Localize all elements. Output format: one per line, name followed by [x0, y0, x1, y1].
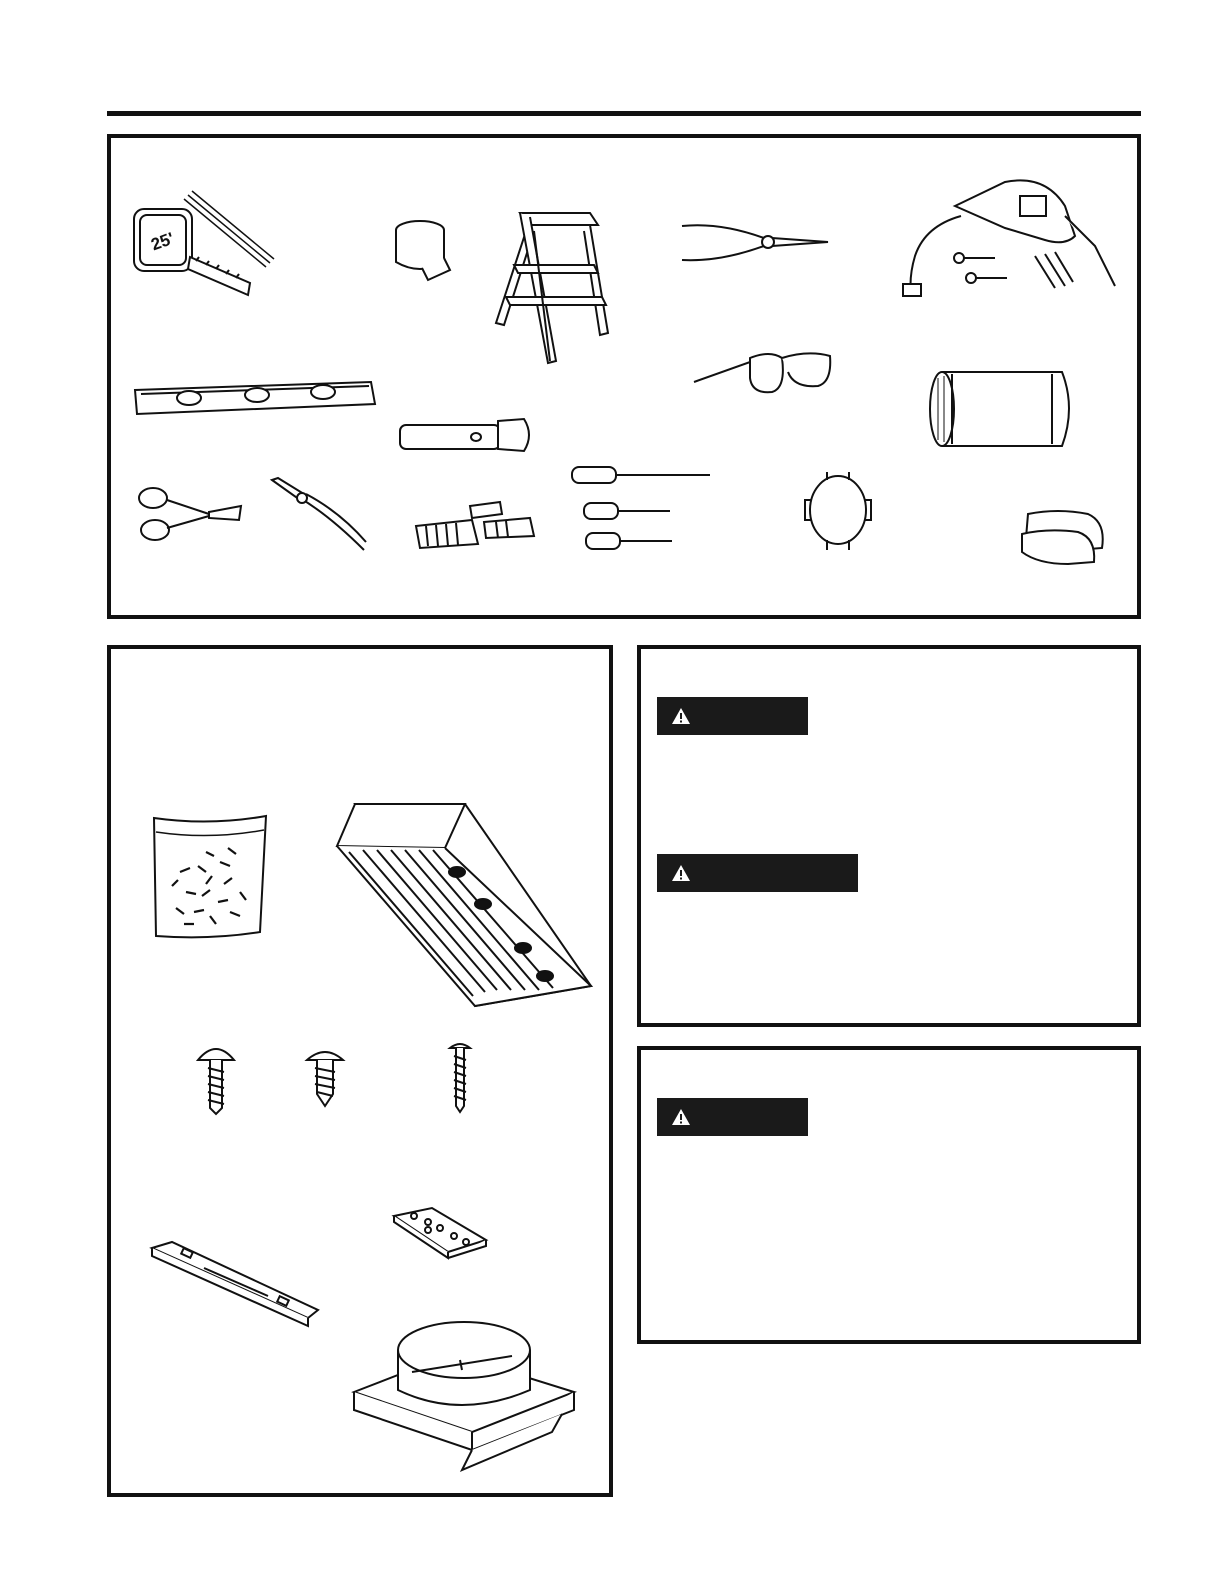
duct-tape-icon: [392, 218, 454, 282]
mounting-bracket-icon: [148, 1238, 323, 1333]
warning-badge-2: [657, 854, 858, 892]
warning-triangle-icon: [671, 1108, 691, 1126]
duct-pipe-icon: [928, 368, 1078, 450]
wire-stripper-icon: [270, 476, 370, 556]
warning-badge-3: [657, 1098, 808, 1136]
long-screw-icon: [448, 1040, 472, 1114]
hood-insert-icon: [335, 800, 595, 1010]
hardware-bag-icon: [150, 812, 270, 942]
work-gloves-icon: [1018, 508, 1110, 568]
flashlight-icon: [398, 415, 538, 455]
truss-head-screw-icon: [196, 1042, 236, 1117]
duct-clamp-icon: [803, 470, 873, 552]
wire-nuts-icon: [412, 500, 542, 550]
step-ladder-icon: [490, 205, 615, 370]
mounting-plate-icon: [392, 1206, 492, 1258]
pencils-icon: [184, 191, 274, 267]
warning-triangle-icon: [671, 707, 691, 725]
tape-measure-icon: [130, 195, 280, 310]
sheet-metal-screw-icon: [305, 1046, 345, 1108]
warning-triangle-icon: [671, 864, 691, 882]
tin-snips-icon: [135, 484, 245, 544]
warning-badge-1: [657, 697, 808, 735]
tape-measure-marking: 25': [148, 228, 177, 255]
needle-nose-pliers-icon: [680, 218, 830, 268]
warning-panel-2: [637, 1046, 1141, 1344]
header-rule: [107, 111, 1141, 116]
screwdrivers-icon: [570, 463, 715, 553]
power-drill-icon: [895, 176, 1120, 306]
duct-transition-icon: [352, 1320, 582, 1480]
safety-glasses-icon: [690, 348, 835, 398]
level-icon: [133, 378, 378, 416]
